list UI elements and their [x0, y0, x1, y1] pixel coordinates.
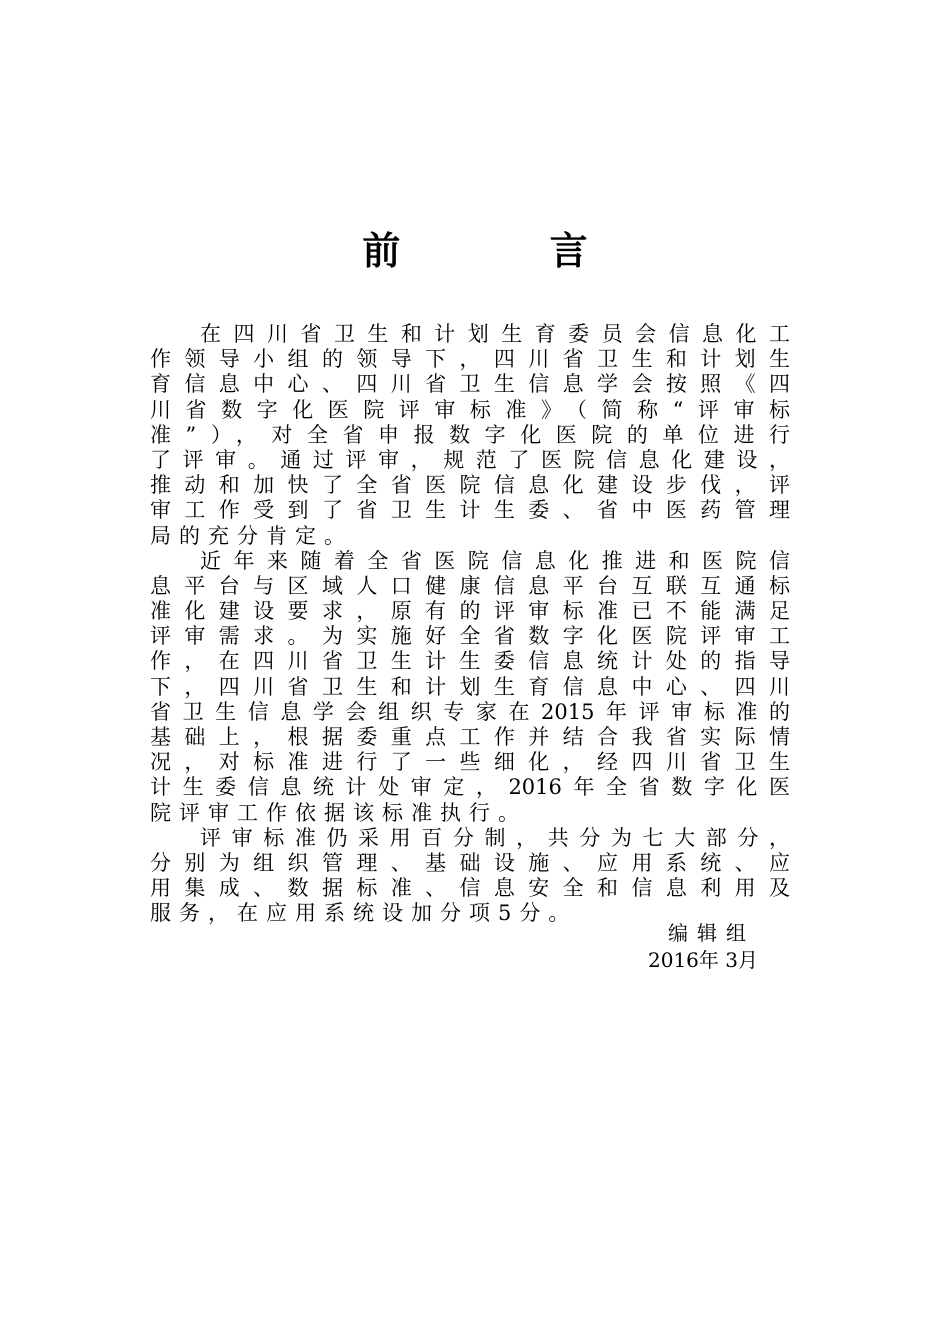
- text-line: 局的充分肯定。: [150, 523, 353, 548]
- paragraph-3: [150, 826, 790, 927]
- text-line: 评审需求。为实施好全省数字化医院评审工: [150, 624, 790, 649]
- text-line: 计生委信息统计处审定，2016年全省数字化医: [150, 775, 790, 800]
- text-line: 推动和加快了全省医院信息化建设步伐，评: [150, 473, 790, 498]
- text-line: 了评审。通过评审，规范了医院信息化建设，: [150, 447, 790, 472]
- paragraph-2: [150, 549, 790, 826]
- text-line: 在四川省卫生和计划生育委员会信息化工: [200, 322, 790, 346]
- paragraph-1: [150, 322, 790, 549]
- text-line: 分别为组织管理、基础设施、应用系统、应: [150, 850, 790, 875]
- text-line: 息平台与区域人口健康信息平台互联互通标: [150, 573, 790, 598]
- text-line: 院评审工作依据该标准执行。: [150, 800, 527, 825]
- signature-group: 编辑组: [668, 921, 755, 945]
- signature-date: 2016年 3月: [648, 948, 758, 972]
- signature-block: [600, 920, 800, 974]
- text-line: 况，对标准进行了一些细化，经四川省卫生: [150, 750, 790, 775]
- text-line: 审工作受到了省卫生计生委、省中医药管理: [150, 498, 790, 523]
- text-line: 准化建设要求，原有的评审标准已不能满足: [150, 599, 790, 624]
- body-text: [150, 322, 790, 927]
- text-line: 用集成、数据标准、信息安全和信息利用及: [150, 876, 790, 901]
- text-line: 评审标准仍采用百分制，共分为七大部分，: [200, 825, 790, 850]
- text-line: 作领导小组的领导下，四川省卫生和计划生: [150, 347, 790, 372]
- text-line: 省卫生信息学会组织专家在2015年评审标准的: [150, 699, 790, 724]
- text-line: 作，在四川省卫生计生委信息统计处的指导: [150, 649, 790, 674]
- text-line: 下，四川省卫生和计划生育信息中心、四川: [150, 674, 790, 699]
- page-title: 前 言: [362, 229, 656, 273]
- text-line: 基础上，根据委重点工作并结合我省实际情: [150, 725, 790, 749]
- text-line: 近年来随着全省医院信息化推进和医院信: [200, 548, 790, 573]
- text-line: 服务，在应用系统设加分项5分。: [150, 901, 578, 926]
- text-line: 育信息中心、四川省卫生信息学会按照《四: [150, 372, 790, 397]
- text-line: 准”），对全省申报数字化医院的单位进行: [150, 422, 790, 447]
- text-line: 川省数字化医院评审标准》（简称“评审标: [150, 397, 790, 422]
